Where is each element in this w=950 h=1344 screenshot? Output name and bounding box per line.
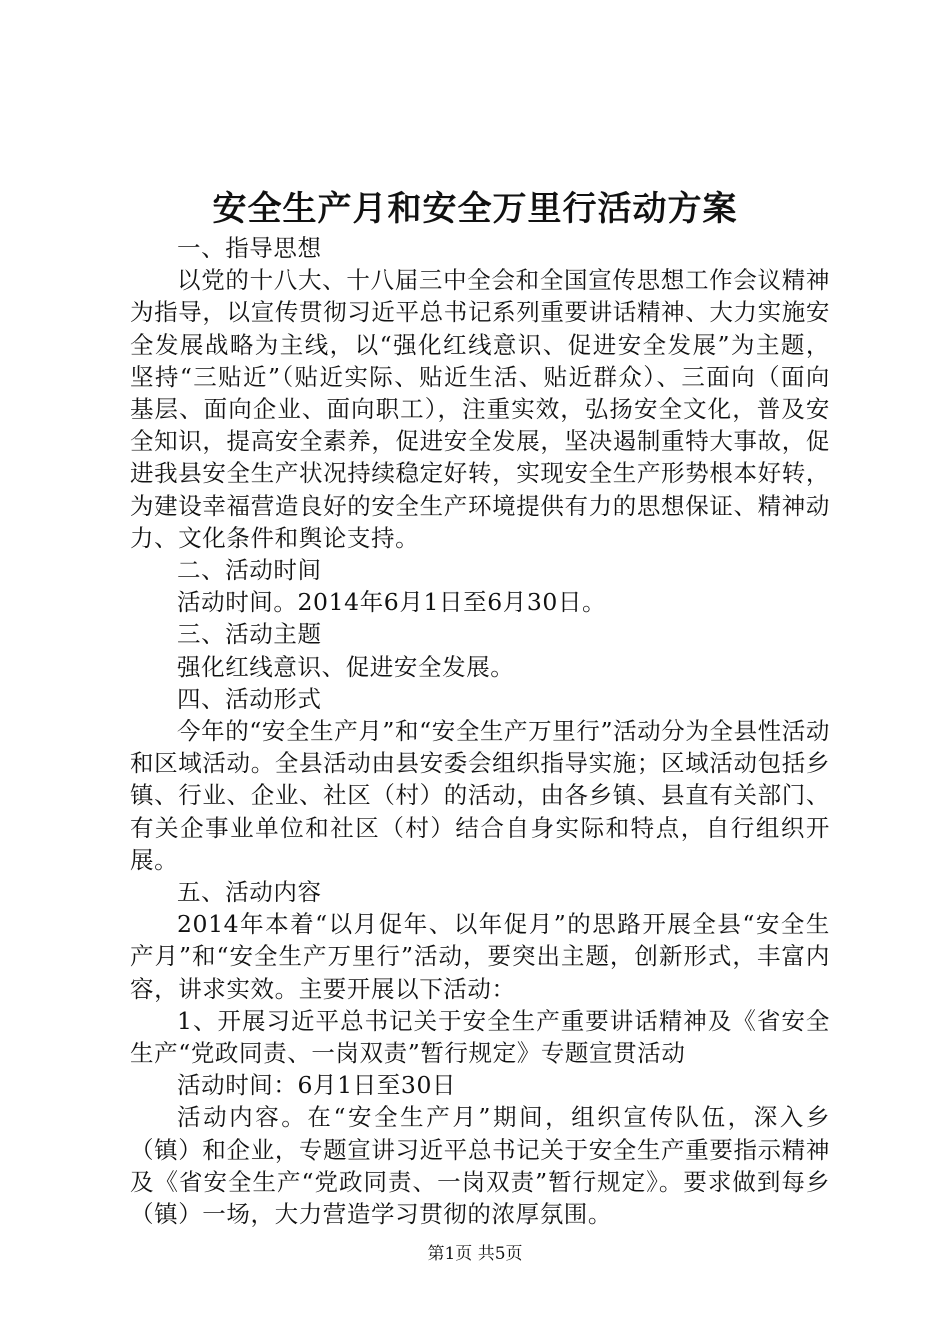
paragraph-guiding-ideology: 以党的十八大、十八届三中全会和全国宣传思想工作会议精神为指导，以宣传贯彻习近平总书记系列重要讲话精神、大力实施安全发展战略为主线，以“强化红线意识、促进安全发展”为主题，坚持“三贴近”（贴近实际、贴近生活、贴近群众）、三面向（面向基层、面向企业、面向职工），注重实效，弘扬安全文化，普及安全知识，提高安全素养，促进安全发展，坚决遏制重特大事故，促进我县安全生产状况持续稳定好转，实现安全生产形势根本好转，为建设幸福营造良好的安全生产环境提供有力的思想保证、精神动力、文化条件和舆论支持。 xyxy=(130,266,830,552)
section-heading-activity-content: 五、活动内容 xyxy=(177,878,322,907)
document-body xyxy=(130,232,830,1230)
section-heading-activity-theme: 三、活动主题 xyxy=(177,620,322,649)
paragraph-activity-theme: 强化红线意识、促进安全发展。 xyxy=(177,652,515,681)
paragraph-activity-form: 今年的“安全生产月”和“安全生产万里行”活动分为全县性活动和区域活动。全县活动由县安委会组织指导实施；区域活动包括乡镇、行业、企业、社区（村）的活动，由各乡镇、县直有关部门、有关企事业单位和社区（村）结合自身实际和特点，自行组织开展。 xyxy=(130,717,830,874)
section-heading-activity-form: 四、活动形式 xyxy=(177,684,322,713)
section-heading-activity-time: 二、活动时间 xyxy=(177,556,322,585)
page-footer: 第1页 共5页 xyxy=(427,1244,523,1264)
paragraph-item-1-content: 活动内容。在“安全生产月”期间，组织宣传队伍，深入乡（镇）和企业，专题宣讲习近平总书记关于安全生产重要指示精神及《省安全生产“党政同责、一岗双责”暂行规定》。要求做到每乡（镇）一场，大力营造学习贯彻的浓厚氛围。 xyxy=(130,1103,830,1229)
paragraph-activity-content: 2014年本着“以月促年、以年促月”的思路开展全县“安全生产月”和“安全生产万里行”活动，要突出主题，创新形式，丰富内容，讲求实效。主要开展以下活动： xyxy=(130,910,830,1003)
section-heading-guiding-ideology: 一、指导思想 xyxy=(177,234,322,262)
paragraph-item-1: 1、开展习近平总书记关于安全生产重要讲话精神及《省安全生产“党政同责、一岗双责”暂行规定》专题宣贯活动 xyxy=(130,1006,830,1068)
paragraph-item-1-time: 活动时间：6月1日至30日 xyxy=(177,1071,457,1100)
paragraph-activity-time: 活动时间。2014年6月1日至6月30日。 xyxy=(177,588,607,617)
document-title: 安全生产月和安全万里行活动方案 xyxy=(212,189,738,229)
